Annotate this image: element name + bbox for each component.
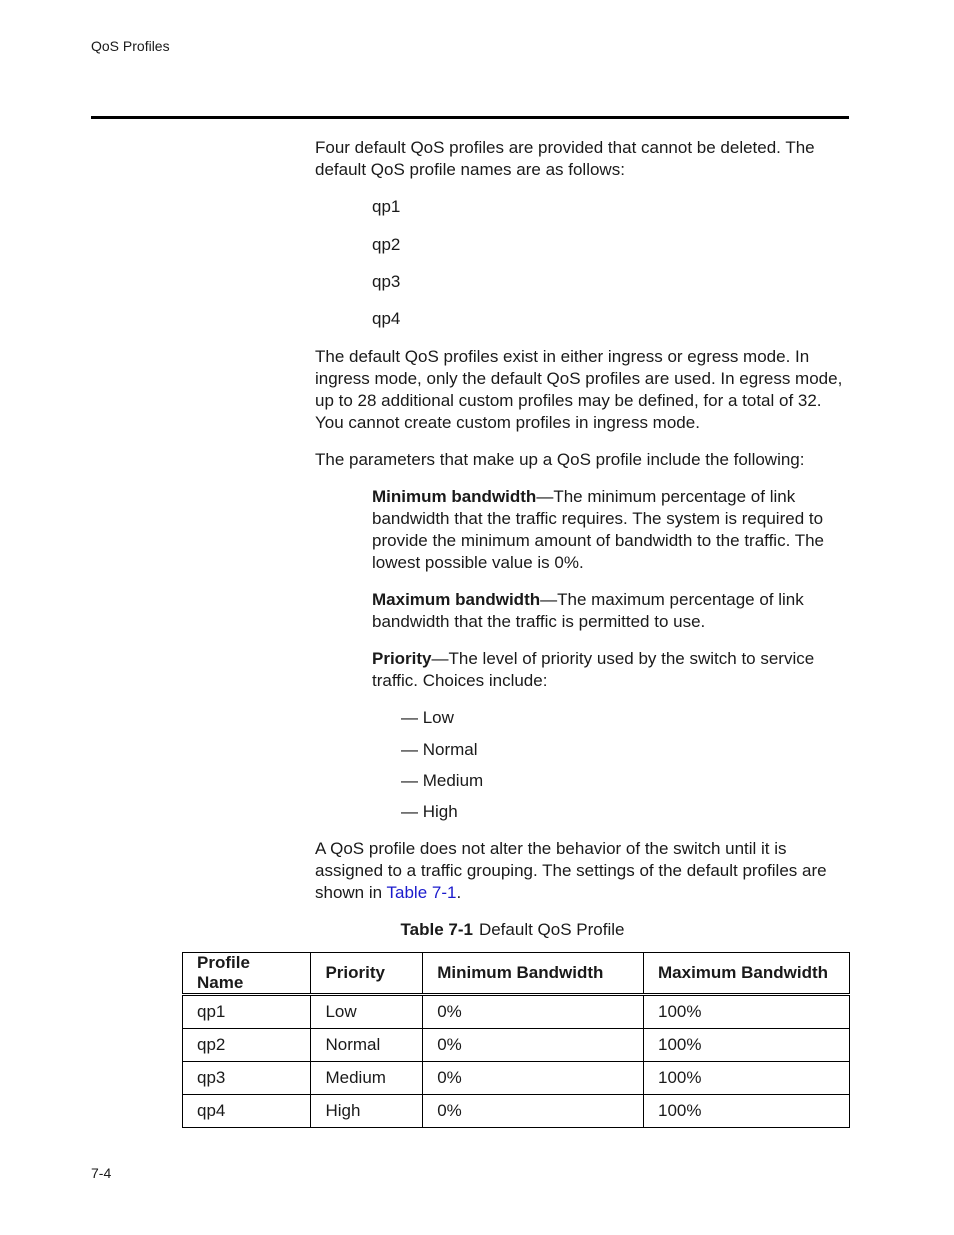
table-cell: 0%	[423, 1095, 644, 1128]
table-cell: Low	[311, 995, 423, 1029]
profile-name-item: qp4	[372, 309, 401, 328]
params-intro-paragraph: The parameters that make up a QoS profile include the following:	[315, 450, 805, 469]
table-cell: 0%	[423, 1029, 644, 1062]
param-maximum-bandwidth	[372, 589, 850, 633]
closing-text: A QoS profile does not alter the behavior of the switch until it is assigned to a traffic grouping. The settings of the default profiles are shown in	[315, 839, 827, 902]
table-cell: qp4	[183, 1095, 311, 1128]
page-number: 7-4	[91, 1165, 112, 1181]
param-description: —The maximum percentage of link bandwidth that the traffic is permitted to use.	[372, 590, 804, 631]
param-term: Maximum bandwidth	[372, 590, 541, 609]
table-caption-label: Table 7-1	[400, 920, 473, 939]
priority-choice-item: — Normal	[401, 740, 478, 759]
profile-name-item: qp1	[372, 197, 401, 216]
table-cell: qp1	[183, 995, 311, 1029]
column-header-priority: Priority	[311, 953, 423, 995]
profile-name-item: qp3	[372, 272, 401, 291]
table-cell: High	[311, 1095, 423, 1128]
closing-text-end: .	[456, 883, 462, 902]
table-row	[183, 1029, 850, 1062]
qos-profile-table	[182, 952, 850, 1128]
profile-name-item: qp2	[372, 235, 401, 254]
priority-choice-item: — Medium	[401, 771, 484, 790]
table-row	[183, 1062, 850, 1095]
table-reference-link[interactable]: Table 7-1	[386, 883, 457, 902]
table-cell: 0%	[423, 1062, 644, 1095]
table-caption-title: Default QoS Profile	[478, 920, 625, 939]
header-divider	[91, 116, 849, 119]
param-description: —The minimum percentage of link bandwidth that the traffic requires. The system is required to provide the minimum amount of bandwidth to the traffic. The lowest possible value is 0%.	[372, 487, 825, 572]
table-header-row	[183, 953, 850, 995]
table-cell: 0%	[423, 995, 644, 1029]
mode-paragraph: The default QoS profiles exist in either ingress or egress mode. In ingress mode, only the default QoS profiles are used. In egress mode, up to 28 additional custom profiles may be defined, for a total of 32. You cannot create custom profiles in ingress mode.	[315, 347, 843, 432]
table-row	[183, 1095, 850, 1128]
column-header-minimum-bandwidth: Minimum Bandwidth	[423, 953, 644, 995]
param-term: Priority	[372, 649, 432, 668]
table-cell: 100%	[644, 1029, 850, 1062]
param-minimum-bandwidth	[372, 486, 850, 574]
param-term: Minimum bandwidth	[372, 487, 537, 506]
table-cell: Medium	[311, 1062, 423, 1095]
table-cell: 100%	[644, 995, 850, 1029]
table-row	[183, 995, 850, 1029]
running-header: QoS Profiles	[91, 38, 170, 54]
priority-choice-item: — High	[401, 802, 458, 821]
table-cell: qp3	[183, 1062, 311, 1095]
column-header-maximum-bandwidth: Maximum Bandwidth	[644, 953, 850, 995]
table-caption	[315, 919, 710, 941]
column-header-profile-name: Profile Name	[183, 953, 311, 995]
table-cell: Normal	[311, 1029, 423, 1062]
table-cell: qp2	[183, 1029, 311, 1062]
priority-choice-item: — Low	[401, 708, 454, 727]
table-cell: 100%	[644, 1062, 850, 1095]
table-cell: 100%	[644, 1095, 850, 1128]
intro-paragraph: Four default QoS profiles are provided that cannot be deleted. The default QoS profile names are as follows:	[315, 138, 815, 179]
closing-paragraph	[315, 838, 850, 904]
param-description: —The level of priority used by the switch to service traffic. Choices include:	[372, 649, 815, 690]
param-priority	[372, 648, 850, 692]
